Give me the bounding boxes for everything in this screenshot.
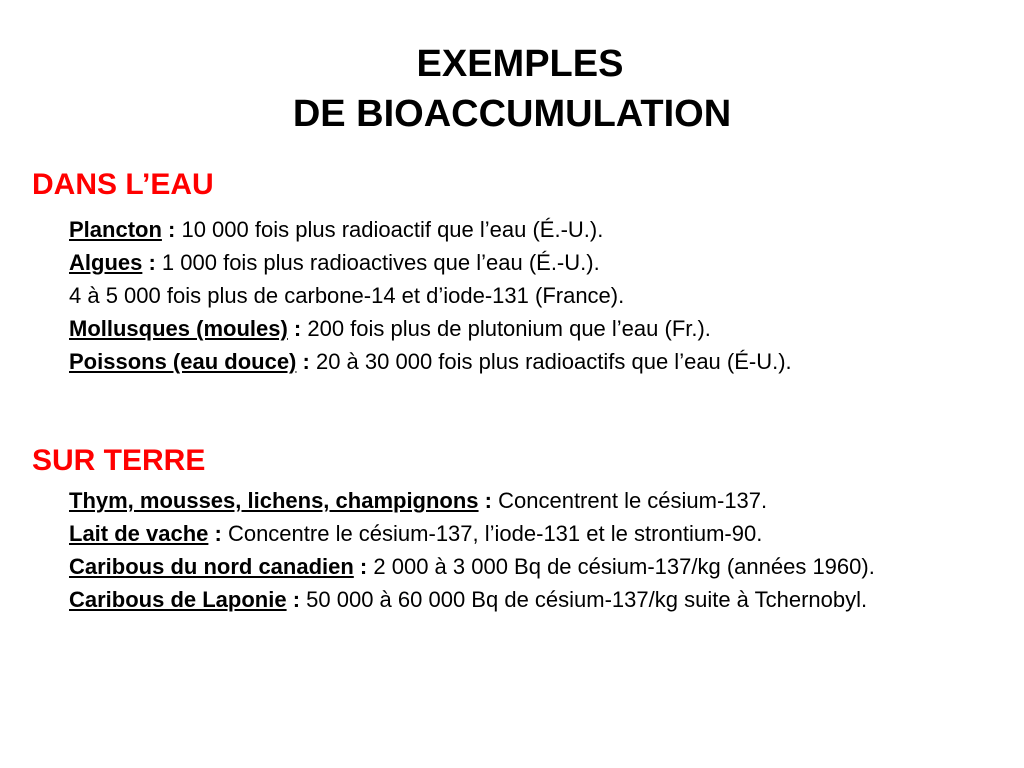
entry-description: 200 fois plus de plutonium que l’eau (Fr.). xyxy=(307,316,711,341)
entry-term: Lait de vache xyxy=(69,521,209,546)
land-entries-list xyxy=(69,484,939,616)
slide-title-line-2: DE BIOACCUMULATION xyxy=(292,93,732,135)
entry-lait xyxy=(69,517,939,550)
entry-separator: : xyxy=(287,316,308,341)
entry-separator: : xyxy=(208,521,228,546)
entry-algues xyxy=(69,246,939,279)
entry-thym xyxy=(69,484,939,517)
entry-term: Thym, mousses, lichens, champignons xyxy=(69,488,479,513)
entry-separator: : xyxy=(286,587,307,612)
section-heading-water: DANS L’EAU xyxy=(32,168,214,201)
entry-poissons xyxy=(69,345,939,378)
entry-description: 2 000 à 3 000 Bq de césium-137/kg (années 1960). xyxy=(373,554,875,579)
entry-description: 4 à 5 000 fois plus de carbone-14 et d’iode-131 (France). xyxy=(69,283,625,308)
section-heading-land: SUR TERRE xyxy=(32,444,206,477)
entry-description: Concentre le césium-137, l’iode-131 et le strontium-90. xyxy=(227,521,763,546)
entry-term: Caribous du nord canadien xyxy=(69,554,354,579)
entry-plancton xyxy=(69,213,939,246)
entry-term: Mollusques (moules) xyxy=(69,316,288,341)
entry-separator: : xyxy=(353,554,374,579)
water-entries-list xyxy=(69,213,939,378)
entry-description: 20 à 30 000 fois plus radioactifs que l’eau (É-U.). xyxy=(315,349,792,374)
entry-description: 10 000 fois plus radioactif que l’eau (É.-U.). xyxy=(181,217,604,242)
entry-mollusques xyxy=(69,312,939,345)
entry-description: Concentrent le césium-137. xyxy=(498,488,768,513)
entry-term: Algues xyxy=(69,250,143,275)
entry-term: Caribous de Laponie xyxy=(69,587,287,612)
entry-caribous-canada xyxy=(69,550,939,583)
entry-separator: : xyxy=(296,349,316,374)
entry-caribous-laponie xyxy=(69,583,939,616)
entry-term: Plancton xyxy=(69,217,162,242)
entry-algues-france xyxy=(69,279,939,312)
entry-description: 1 000 fois plus radioactives que l’eau (É.-U.). xyxy=(161,250,600,275)
slide-title-line-1: EXEMPLES xyxy=(416,43,624,85)
entry-description: 50 000 à 60 000 Bq de césium-137/kg suite à Tchernobyl. xyxy=(306,587,868,612)
entry-separator: : xyxy=(161,217,182,242)
entry-separator: : xyxy=(478,488,499,513)
entry-term: Poissons (eau douce) xyxy=(69,349,297,374)
entry-separator: : xyxy=(142,250,162,275)
